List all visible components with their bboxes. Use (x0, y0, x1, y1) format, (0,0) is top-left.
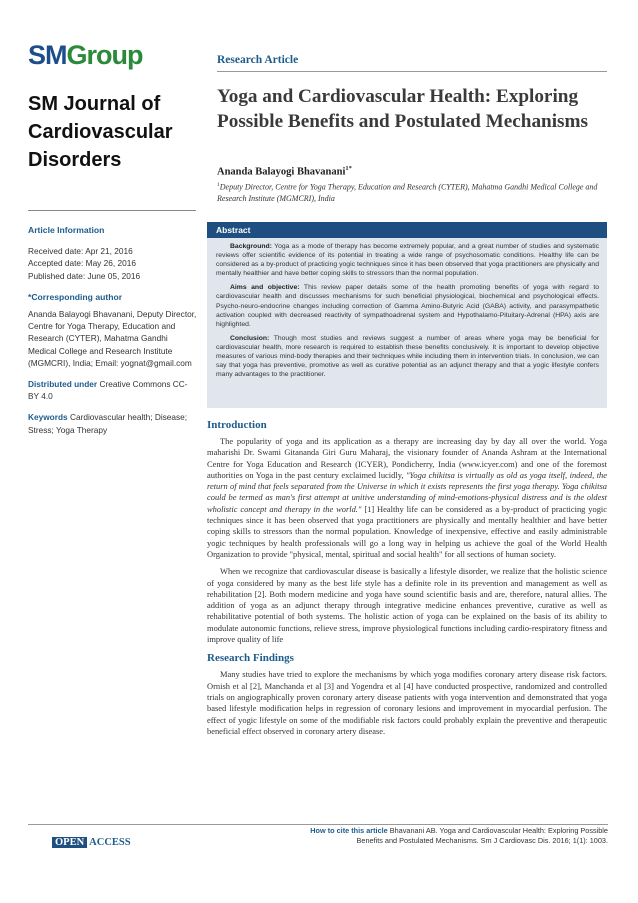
abstract-conclusion (216, 334, 599, 379)
logo-part-group: Group (66, 40, 143, 70)
affiliation-text: Deputy Director, Centre for Yoga Therapy, Education and Research (CYTER), Mahatma Gandhi Medical College and Research Institute (MGMCRI), India (217, 182, 598, 204)
author-name-text: Ananda Balayogi Bhavanani (217, 166, 346, 178)
intro-p1-text: The popularity of yoga and its application as a therapy are increasing day by day all over the world. Yoga maharishi Dr. Swami Gitananda Giri Guru Maharaj, the visionary founder of Ananda Ashram at the International Centre for Yoga Education and Research (ICYER), Pondicherry, India (www.icyer.com) and one of the foremost authorities on Yoga in the past century exclaimed lucidly, (207, 436, 607, 480)
footer-divider (28, 824, 608, 825)
logo-part-sm: SM (28, 40, 67, 70)
article-title: Yoga and Cardiovascular Health: Exploring Possible Benefits and Postulated Mechanisms (217, 86, 588, 132)
affiliation-mark: 1 (217, 182, 220, 188)
divider (28, 210, 196, 211)
background-label: Background: (230, 243, 272, 250)
abstract-heading: Abstract (207, 222, 607, 238)
author-mark: 1* (345, 165, 352, 172)
abstract-aims (216, 283, 599, 328)
cite-text: Bhavanani AB. Yoga and Cardiovascular Health: Exploring Possible Benefits and Postulated Mechanisms. Sm J Cardiovasc Dis. 2016; 1(1): 1003. (356, 826, 608, 846)
journal-title: SM Journal of Cardiovascular Disorders (28, 93, 173, 171)
cite-label: How to cite this article (310, 826, 388, 835)
distribution-license: Creative Commons CC-BY 4.0 (28, 379, 188, 402)
intro-p1-quote: "Yoga chikitsa is virtually as old as yoga itself, indeed, the return of mind that feels separated from the Universe in which it exists represents the first yoga therapy. Yoga chikitsa could be termed as man's first attempt at unitive understanding of mind-emotions-physical distress and is the oldest wholistic concept and therapy in the world." (207, 469, 607, 514)
author-name (217, 165, 352, 178)
intro-p1-end: [1] Healthy life can be considered as a by-product of practicing yogic techniques since it has been observed that yoga practitioners are physically and mentally healthier and have better coping skills to stressors than the normal population. Knowledge of inexpensive, effective and easily administrable yogic techniques by health professionals will go a long way in helping us achieve the goal of the World Health Organization to provide "physical, mental, spiritual and social health" for all sections of human society. (207, 503, 607, 559)
intro-paragraph-1 (207, 436, 607, 560)
introduction-heading: Introduction (207, 419, 267, 431)
article-type: Research Article (217, 54, 299, 66)
conclusion-text: Though most studies and reviews suggest a number of areas where yoga may be beneficial for cardiovascular health, more research is required to establish these benefits conclusively. It is important to develop objective measures of various mind-body therapies and their techniques while including them in intervention trials. In conclusion, we can say that yoga has preventive, promotive as well as curative potential as an adjunct therapy and that a yogic lifestyle confers many advantages to the practitioner. (216, 334, 599, 379)
abstract-background (216, 242, 599, 278)
background-text: Yoga as a mode of therapy has become extremely popular, and a great number of studies and systematic reviews offer scientific evidence of its potential in treating a wide range of psychosomatic conditions. Healthy life can be considered as a by-product of practicing yogic techniques since it has been observed that yoga practitioners are physically and mentally healthier and have better coping skills to stressors than the normal population. (216, 243, 600, 278)
affiliation (217, 180, 607, 205)
open-label: OPEN (52, 837, 87, 848)
article-info-heading: Article Information (28, 225, 105, 235)
corresponding-author-heading: *Corresponding author (28, 291, 123, 302)
keywords-label: Keywords (28, 412, 68, 423)
aims-label: Aims and objective: (230, 284, 300, 292)
sm-group-logo (28, 42, 143, 69)
aims-text: This review paper details some of the health promoting benefits of yoga with regard to cardiovascular health and discusses mechanisms for such beneficial physiological, biochemical and psychological effects. Psycho-neuro-endocrine changes including correction of Gamma Amino-Butyric Acid (GABA) activity, and parasympathetic activation coupled with decreased reactivity of sympathoadrenal system and Hypothalamo-Pituitary-Adrenal (HPA) axis are highlighted. (216, 284, 600, 328)
findings-paragraph-1: Many studies have tried to explore the mechanisms by which yoga modifies coronary artery disease risk factors. Ornish et al [2], Manchanda et al [3] and Yogendra et al [4] have conducted prospective, randomized and controlled trials on angiographically proven coronary artery disease patients with yoga intervention and demonstrated that yoga based lifestyle modification helps in regression of coronary lesions and improvement in myocardial perfusion. The effect of yogic lifestyle on some of the modifiable risk factors could probably explain the preventive and therapeutic beneficial effect observed in coronary artery disease. (207, 669, 607, 736)
citation (300, 826, 608, 846)
abstract-box (207, 222, 607, 408)
published-date: Published date: June 05, 2016 (28, 270, 141, 281)
corresponding-author-text: Ananda Balayogi Bhavanani, Deputy Director, Centre for Yoga Therapy, Education and Research (CYTER), Mahatma Gandhi Medical College and Research Institute (MGMCRI), India; Email: yognat@gmail.com (28, 309, 197, 368)
keywords-text: Cardiovascular health; Disease; Stress; Yoga Therapy (28, 412, 188, 435)
accepted-date: Accepted date: May 26, 2016 (28, 258, 136, 269)
distribution-label: Distributed under (28, 379, 98, 390)
intro-paragraph-2: When we recognize that cardiovascular disease is basically a lifestyle disorder, we realize that the holistic science of yoga considered by many as the best life style has a definite role in its prevention and management as well as rehabilitation [2]. Both modern medicine and yoga have sound scientific basis and are, therefore, natural allies. The addition of yoga as an adjunct therapy through integrative medicine enhances preventive, curative as well as rehabilitative potential of both systems. The holistic action of yoga can be explained on the basis of its ability to modulate autonomic functions, relieve stress, improve physiological functions including cardio-respiratory fitness and improve quality of life (207, 566, 607, 645)
open-access-badge (52, 836, 131, 849)
divider (217, 71, 607, 72)
article-body (207, 418, 607, 743)
research-findings-heading: Research Findings (207, 652, 294, 665)
conclusion-label: Conclusion: (230, 334, 270, 342)
article-information (28, 224, 198, 436)
received-date: Received date: Apr 21, 2016 (28, 246, 133, 257)
access-label: ACCESS (89, 837, 131, 848)
